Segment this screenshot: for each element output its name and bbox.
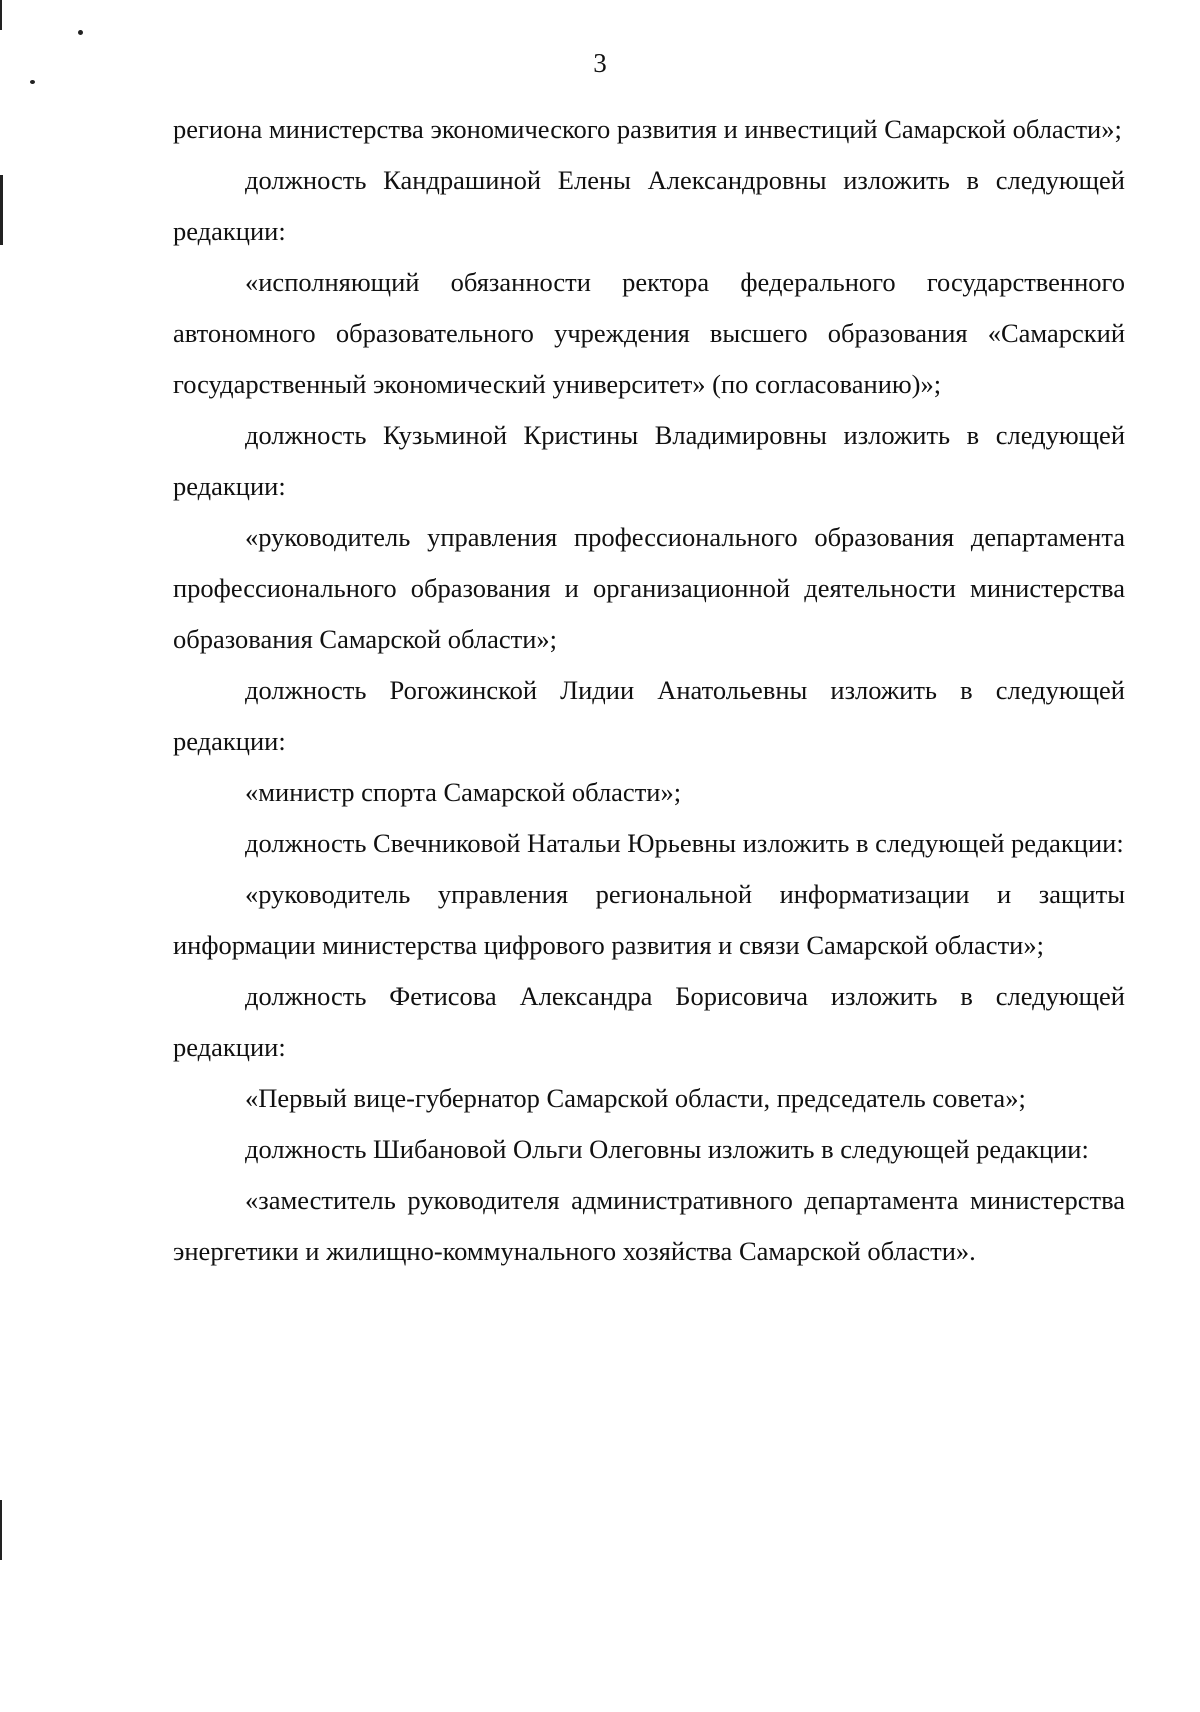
- paragraph: «руководитель управления региональной информатизации и защиты информации министерства цифрового развития и связи Самарской области»;: [173, 879, 1125, 960]
- paragraph: «Первый вице-губернатор Самарской области, председатель совета»;: [245, 1083, 1026, 1113]
- scan-edge-mark: [0, 0, 2, 30]
- paragraph: должность Кандрашиной Елены Александровны изложить в следующей редакции:: [173, 165, 1125, 246]
- paragraph: должность Рогожинской Лидии Анатольевны изложить в следующей редакции:: [173, 675, 1125, 756]
- paragraph: должность Шибановой Ольги Олеговны изложить в следующей редакции:: [245, 1134, 1089, 1164]
- paragraph: «министр спорта Самарской области»;: [245, 777, 682, 807]
- paragraph: «исполняющий обязанности ректора федерального государственного автономного образовательного учреждения высшего образования «Самарский государственный экономический университет» (по согласованию)»;: [173, 267, 1125, 399]
- scan-edge-mark: [0, 175, 3, 245]
- scan-speck: [78, 30, 83, 35]
- paragraph: «заместитель руководителя административного департамента министерства энергетики и жилищно-коммунального хозяйства Самарской области».: [173, 1185, 1125, 1266]
- scan-speck: [30, 80, 35, 84]
- page-number: 3: [593, 48, 607, 78]
- document-body: [173, 104, 1125, 1277]
- paragraph: должность Свечниковой Натальи Юрьевны изложить в следующей редакции:: [245, 828, 1124, 858]
- paragraph: «руководитель управления профессионального образования департамента профессионального образования и организационной деятельности министерства образования Самарской области»;: [173, 522, 1125, 654]
- paragraph: региона министерства экономического развития и инвестиций Самарской области»;: [173, 114, 1122, 144]
- paragraph: должность Фетисова Александра Борисовича изложить в следующей редакции:: [173, 981, 1125, 1062]
- paragraph: должность Кузьминой Кристины Владимировны изложить в следующей редакции:: [173, 420, 1125, 501]
- scan-edge-mark: [0, 1500, 2, 1560]
